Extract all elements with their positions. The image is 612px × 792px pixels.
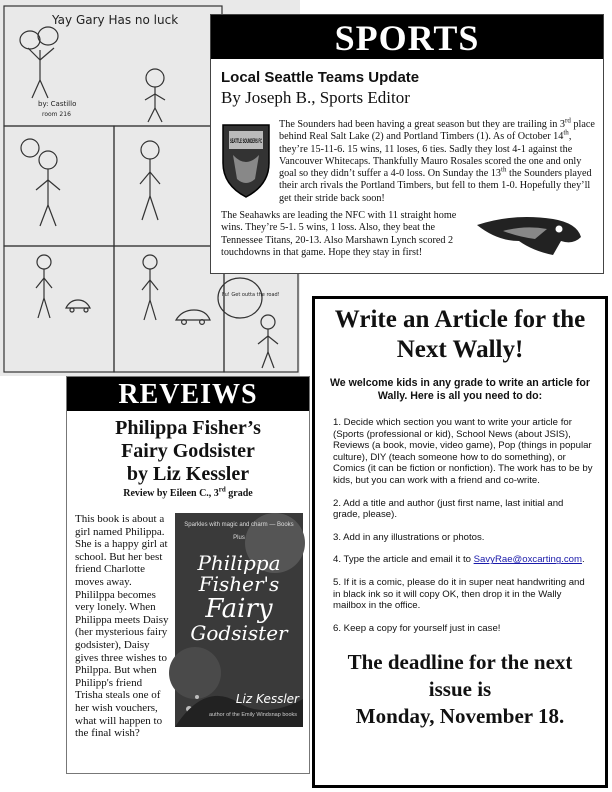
book-author: by Liz Kessler [126,463,250,485]
comic-panel-4 [4,246,114,372]
sports-banner: SPORTS [211,15,603,59]
sports-article-title: Local Seattle Teams Update [221,69,420,86]
sounders-logo [219,119,273,199]
cover-note: author of the Emily Windsnap books [208,712,297,718]
comic-panel-5 [114,246,224,372]
sounders-logo-text: SEATTLE SOUNDERS FC [230,139,263,145]
cover-tagline: Sparkles with magic and charm — Books Plus [184,522,294,541]
comic-title: Yay Gary Has no luck [52,13,179,27]
review-body [75,513,303,740]
comic-speech-bubble: Fu! Get outta the road! [222,292,280,298]
step-4: 4. Type the article and email it to SavyRae@oxcarting.com. [333,554,585,566]
write-article-section [312,296,608,788]
reviews-banner: REVEIWS [67,377,309,411]
book-cover-image [175,513,303,727]
comic-panel-3 [114,126,224,246]
article-intro: We welcome kids in any grade to write an article for Wally. Here is all you need to do: [329,377,591,402]
step-3: 3. Add in any illustrations or photos. [333,531,485,543]
email-link[interactable]: SavyRae@oxcarting.com [473,554,582,566]
reviewer-credit: Review by Eileen C., 3rd grade [123,485,253,499]
comic-room: room 216 [42,111,71,118]
comic-byline: by: Castillo [38,100,77,108]
review-text: This book is about a girl named Philippa. She is a happy girl at school. But her best friend Charlotte moves away. Phililppa becomes very lonely. When Philippa meets Daisy (her mysterious fairy godsister), Daisy gives three wishes to Philppa. But when Philipp's friend Trisha steals one of her wish vouchers, what will happen to the final wish? [75,513,169,740]
reviews-section [66,376,310,774]
seahawks-logo [473,211,585,261]
comic-panel-2 [4,126,114,246]
book-title-line-2: Fairy Godsister [121,440,255,462]
cover-title: Philippa Fisher's Fairy Godsister [190,551,288,645]
article-steps [333,417,593,634]
step-6: 6. Keep a copy for yourself just in case! [333,622,501,634]
sports-byline: By Joseph B., Sports Editor [221,88,410,107]
book-title-line-1: Philippa Fisher’s [115,417,261,439]
step-1: 1. Decide which section you want to write your article for (Sports (professional or kid), School News (about JSIS), Reviews (a book, movie, video game), Pop (things in popular culture), DIY (teach someone how to do something), or Comics (it can be fiction or nonfiction). The work has to be by kids, but you can work with a friend and co-write. [333,417,593,486]
article-heading: Write an Article for the Next Wally! [334,306,586,363]
step-2: 2. Add a title and author (just first name, last initial and grade, please). [333,497,564,521]
deadline-notice: The deadline for the next issue is Monday, November 18. [347,650,573,728]
sounders-paragraph: The Sounders had been having a great season but they are trailing in 3rd place behind Real Salt Lake (2) and Portland Timbers (1). As of October 14th, they’re 15-11-6. 15 wins, 11 loses, 6 ties. Sadly they lost 4-1 against the Vancouver Whitecaps. Thankfully Mauro Rosales scored the one and only goal so they didn’t suffer a 4-0 loss. On Sunday the 13th the Sounders played their arch rivals the Portland Timbers, but fell to them 1-0. Hopefully they’ll get their stride back soon! [279,116,595,204]
step-5: 5. If it is a comic, please do it in super neat handwriting and in black ink so it will copy OK, then drop it in the Wally mailbox in the office. [333,576,585,612]
sports-section [210,14,604,274]
seahawks-paragraph: The Seahawks are leading the NFC with 11 straight home wins. They’re 5-1. 5 wins, 1 loss. Also, they beat the Tennessee Titans, 20-13. Also Marshawn Lynch scored 2 touchdowns in that game. Hope they stay in first! [221,210,457,258]
cover-author: Liz Kessler [235,692,299,706]
